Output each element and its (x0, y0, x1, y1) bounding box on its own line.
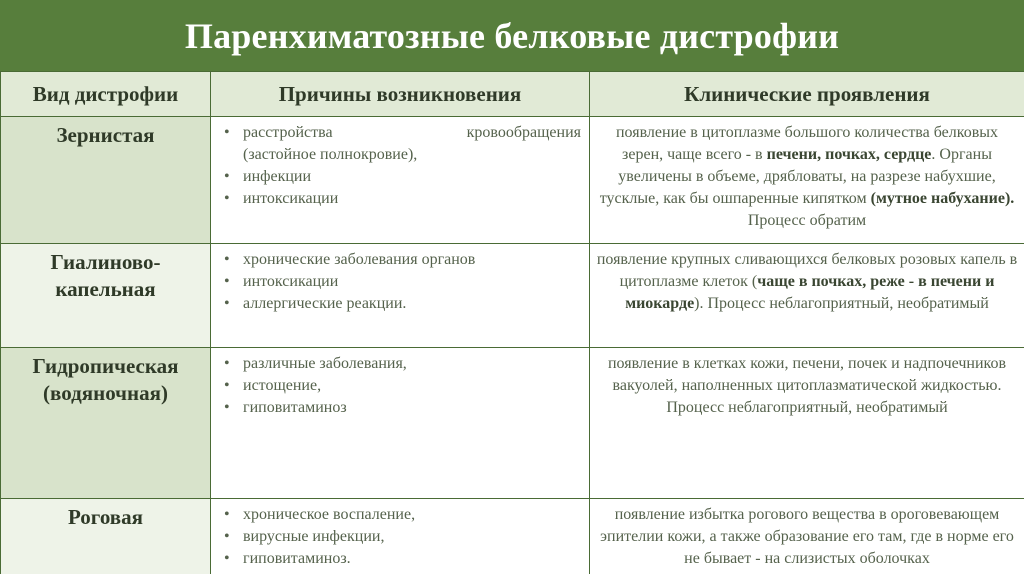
causes-list (221, 353, 581, 419)
type-name-cell: Зернистая (1, 117, 211, 244)
list-item: • расстройства кровообращения (221, 122, 581, 144)
causes-cell (211, 499, 590, 574)
list-item: • хроническое воспаление, (221, 504, 581, 526)
list-item: • гиповитаминоз. (221, 548, 581, 570)
table-header-row (1, 72, 1024, 117)
dystrophy-table (0, 71, 1024, 574)
slide-title: Паренхиматозные белковые дистрофии (184, 15, 840, 56)
clinic-cell (590, 244, 1024, 348)
clinic-text: Процесс обратим (747, 212, 867, 229)
type-name-cell: Гидропическая (водяночная) (1, 348, 211, 499)
title-bar (0, 0, 1024, 71)
header-type: Вид дистрофии (1, 72, 211, 117)
header-clinic: Клинические проявления (590, 72, 1024, 117)
clinic-text: появление в клетках кожи, печени, почек и надпочечников вакуолей, наполненных цитоплазматической жидкостью. Процесс неблагоприятный, необратимый (607, 355, 1007, 416)
list-item: • аллергические реакции. (221, 293, 581, 315)
clinic-bold: печени, почках, сердце (766, 146, 932, 163)
clinic-bold: чаще в почках, реже - в печени и миокарде (625, 273, 995, 312)
table-row (1, 244, 1024, 348)
clinic-text: . Органы увеличены в объеме, дрябловаты, на разрезе набухшие, тусклые, как бы ошпаренные кипятком (599, 146, 996, 207)
causes-list (221, 122, 581, 210)
table-row (1, 348, 1024, 499)
table-row (1, 499, 1024, 574)
type-name-cell: Гиалиново-капельная (1, 244, 211, 348)
causes-cell (211, 244, 590, 348)
list-item: • вирусные инфекции, (221, 526, 581, 548)
clinic-bold: (мутное набухание). (870, 190, 1015, 207)
clinic-text: появление избытка рогового вещества в ороговевающем эпителии кожи, а также образование его там, где в норме его не бывает - на слизистых оболочках (600, 506, 1014, 567)
list-item: • различные заболевания, (221, 353, 581, 375)
causes-list (221, 249, 581, 315)
clinic-text: появление в цитоплазме большого количества белковых зерен, чаще всего - в (615, 124, 999, 163)
list-item: • гиповитаминоз (221, 397, 581, 419)
list-item-continuation: (застойное полнокровие), (243, 146, 418, 163)
clinic-cell (590, 348, 1024, 499)
list-item: • инфекции (221, 166, 581, 188)
table-row (1, 117, 1024, 244)
type-name-cell: Роговая (1, 499, 211, 574)
clinic-cell (590, 499, 1024, 574)
header-causes: Причины возникновения (211, 72, 590, 117)
list-item: • истощение, (221, 375, 581, 397)
clinic-text: появление крупных сливающихся белковых розовых капель в цитоплазме клеток ( (596, 251, 1018, 290)
clinic-text: ). Процесс неблагоприятный, необратимый (694, 295, 989, 312)
clinic-cell (590, 117, 1024, 244)
causes-list (221, 504, 581, 570)
list-item: • интоксикации (221, 271, 581, 293)
list-item: • интоксикации (221, 188, 581, 210)
list-item: • хронические заболевания органов (221, 249, 581, 271)
causes-cell (211, 348, 590, 499)
causes-cell (211, 117, 590, 244)
